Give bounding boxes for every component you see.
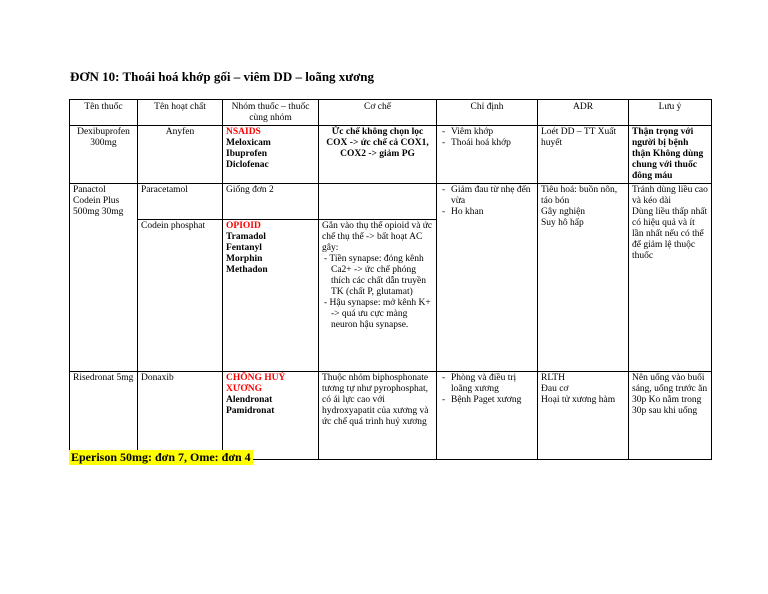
header-indication: Chỉ định: [437, 100, 538, 126]
adr-item: Suy hô hấp: [541, 218, 584, 228]
indication-cell: [437, 184, 538, 372]
active-ingredient-cell: Anyfen: [138, 126, 223, 184]
list-item: - Phòng và điều trị loãng xương: [440, 373, 534, 395]
list-item: - Viêm khớp: [440, 127, 534, 138]
group-member: Ibuprofen: [226, 149, 268, 159]
adr-item: Đau cơ: [541, 384, 569, 394]
list-item: - Giảm đau từ nhẹ đến vừa: [440, 185, 534, 207]
highlighted-footnote: Eperison 50mg: đơn 7, Ome: đơn 4: [71, 450, 251, 464]
group-member: Morphin: [226, 254, 263, 264]
adr-item: RLTH: [541, 373, 565, 383]
note-item: Tránh dùng liều cao và kéo dài: [632, 185, 708, 206]
page-title: ĐƠN 10: Thoái hoá khớp gối – viêm DD – loãng xương: [70, 69, 375, 84]
adr-item: Gây nghiện: [541, 207, 586, 217]
group-member: Pamidronat: [226, 406, 275, 416]
drug-group-cell: [223, 220, 319, 372]
drug-name-cell: Panactol Codein Plus 500mg 30mg: [70, 184, 138, 372]
header-drug-name: Tên thuốc: [70, 100, 138, 126]
list-item: - Ho khan: [440, 207, 534, 218]
adr-cell: Loét DD – TT Xuất huyết: [538, 126, 629, 184]
header-active-ingredient: Tên hoạt chất: [138, 100, 223, 126]
note-cell: Thận trọng với người bị bệnh thận Không dùng chung với thuốc đông máu: [629, 126, 712, 184]
list-item: - Tiền synapse: đóng kênh Ca2+ -> ức chế phóng thích các chất dẫn truyền TK (chất P, glutamat): [322, 254, 433, 298]
group-member: Tramadol: [226, 232, 266, 242]
group-member: Methadon: [226, 265, 268, 275]
indication-cell: [437, 126, 538, 184]
adr-item: Hoại tử xương hàm: [541, 395, 616, 405]
active-ingredient-cell: Paracetamol: [138, 184, 223, 220]
mechanism-cell: [319, 220, 437, 372]
header-mechanism: Cơ chế: [319, 100, 437, 126]
group-member: Alendronat: [226, 395, 273, 405]
drug-group-cell: [223, 126, 319, 184]
table-row: [70, 184, 712, 220]
group-main-label: CHỐNG HUỶ XƯƠNG: [226, 373, 286, 394]
table-row: [70, 372, 712, 460]
drug-group-cell: [223, 372, 319, 460]
table-header-row: [70, 100, 712, 126]
drug-name-cell: Risedronat 5mg: [70, 372, 138, 460]
drug-name-cell: Dexibuprofen 300mg: [70, 126, 138, 184]
active-ingredient-cell: Codein phosphat: [138, 220, 223, 372]
drug-group-cell: Giống đơn 2: [223, 184, 319, 220]
note-cell: Nên uống vào buổi sáng, uống trước ăn 30p Ko nằm trong 30p sau khi uống: [629, 372, 712, 460]
group-member: Fentanyl: [226, 243, 262, 253]
list-item: - Thoái hoá khớp: [440, 138, 534, 149]
list-item: - Bệnh Paget xương: [440, 395, 534, 406]
mechanism-cell: Ức chế không chọn lọc COX -> ức chế cả COX1, COX2 -> giảm PG: [319, 126, 437, 184]
active-ingredient-cell: Donaxib: [138, 372, 223, 460]
table-row: [70, 126, 712, 184]
mechanism-intro: Gắn vào thụ thể opioid và ức chế thụ thể -> bất hoạt AC gây:: [322, 221, 433, 253]
group-main-label: OPIOID: [226, 221, 261, 231]
header-note: Lưu ý: [629, 100, 712, 126]
note-item: Dùng liều thấp nhất có hiệu quả và ít lần nhất nếu có thể để giảm lệ thuộc thuốc: [632, 207, 708, 261]
adr-item: Tiêu hoá: buồn nôn, táo bón: [541, 185, 618, 206]
mechanism-cell: Thuộc nhóm biphosphonate tương tự như pyrophosphat, có ái lực cao với hydroxyapatit của xương và ức chế quá trình huỷ xương: [319, 372, 437, 460]
indication-cell: [437, 372, 538, 460]
header-drug-group: Nhóm thuốc – thuốc cùng nhóm: [223, 100, 319, 126]
adr-cell: [538, 184, 629, 372]
group-member: Meloxicam: [226, 138, 271, 148]
drug-table: [69, 99, 712, 460]
header-adr: ADR: [538, 100, 629, 126]
list-item: - Hậu synapse: mở kênh K+ -> quá ưu cực màng neuron hậu synapse.: [322, 298, 433, 331]
note-cell: [629, 184, 712, 372]
adr-cell: [538, 372, 629, 460]
group-member: Diclofenac: [226, 160, 269, 170]
mechanism-cell: [319, 184, 437, 220]
group-main-label: NSAIDS: [226, 127, 261, 137]
